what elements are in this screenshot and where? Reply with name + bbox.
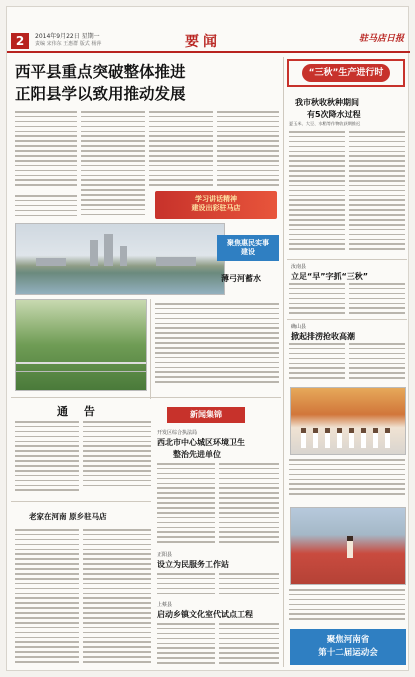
- story-title: 立足“早”字抓“三秋”: [291, 272, 369, 281]
- page-number: 2: [11, 33, 29, 49]
- newspaper-page: [6, 6, 409, 671]
- issue-date: 2014年9月22日 星期一: [35, 33, 100, 40]
- tower-shape: [120, 246, 127, 266]
- body-text-column: [15, 529, 79, 667]
- riverside-park-photo: [15, 299, 147, 391]
- track-race-photo: [290, 507, 406, 585]
- story-title: 老家在河南 原乡驻马店: [29, 512, 107, 521]
- story-title: 西北市中心城区环境卫生: [157, 438, 245, 447]
- body-text-column: [289, 131, 345, 257]
- news-roundup-bar: 新闻集锦: [167, 407, 245, 423]
- story-kicker: 正阳县: [157, 552, 173, 558]
- section-divider: [287, 319, 407, 320]
- headline-line-1: 西平县重点突破整体推进: [15, 63, 186, 81]
- harvest-box: [287, 59, 405, 87]
- notice-text: [83, 421, 151, 491]
- body-text-column: [15, 111, 77, 191]
- body-text-column: [349, 283, 405, 317]
- body-text-column: [157, 573, 215, 597]
- body-text-column: [289, 283, 345, 317]
- story-title: 我市秋收秋种期间: [295, 98, 359, 107]
- photo-caption-text: [155, 303, 279, 387]
- body-text-column: [157, 623, 215, 667]
- column-divider: [283, 57, 284, 667]
- body-text-column: [219, 573, 279, 597]
- page-header: [7, 7, 410, 53]
- photo-caption-title: 薄弓河蓄水: [221, 274, 261, 283]
- notice-title: 通 告: [57, 405, 101, 418]
- body-text-column: [217, 111, 279, 189]
- body-text-column: [15, 195, 77, 219]
- section-divider: [11, 397, 281, 398]
- feature-tag-line-2: 建设: [241, 248, 255, 256]
- story-kicker: 上蔡县: [157, 602, 173, 608]
- story-subtitle: 夏玉米、大豆、水稻等作物收获期推迟: [289, 121, 361, 126]
- games-tag-line-2: 第十二届运动会: [318, 648, 378, 658]
- lead-headline: [15, 61, 280, 105]
- feature-tag-line-1: 聚焦惠民实事: [227, 239, 269, 247]
- games-tag-line-1: 聚焦河南省: [326, 635, 370, 645]
- section-title: 要闻: [185, 34, 221, 50]
- slogan-line-1: 学习讲话精神: [195, 195, 237, 203]
- body-text-column: [219, 623, 279, 667]
- section-divider: [287, 259, 407, 260]
- feature-tag: [217, 235, 279, 261]
- headline-line-2: 正阳县学以致用推动发展: [15, 85, 186, 103]
- story-title-2: 整治先进单位: [173, 450, 221, 459]
- column-divider: [150, 299, 151, 399]
- body-text-column: [157, 463, 215, 547]
- slogan-banner: [155, 191, 277, 219]
- story-title: 设立为民服务工作站: [157, 560, 229, 569]
- body-text-column: [289, 343, 345, 381]
- slogan-line-2: 建设出彩驻马店: [191, 204, 241, 212]
- body-text-column: [219, 463, 279, 547]
- building-shape: [36, 258, 66, 266]
- body-text-column: [149, 111, 213, 189]
- notice-text: [15, 421, 79, 497]
- story-kicker: 开发区综合执法局: [157, 430, 198, 436]
- body-text-column: [83, 529, 151, 667]
- story-title: 启动乡镇文化室代试点工程: [157, 610, 253, 619]
- photo-caption-text: [289, 589, 405, 625]
- section-divider: [11, 501, 151, 502]
- railing-shape: [16, 362, 147, 372]
- award-ceremony-photo: [290, 387, 406, 455]
- paper-name: 驻马店日报: [358, 34, 404, 44]
- harvest-box-title: “三秋”生产进行时: [302, 64, 390, 82]
- story-kicker: 确山县: [291, 324, 307, 330]
- body-text-column: [81, 111, 145, 219]
- story-title-2: 有5次降水过程: [307, 110, 361, 119]
- tower-shape: [104, 234, 113, 266]
- reservoir-city-photo: [15, 223, 225, 295]
- story-title: 掀起排涝抢收高潮: [291, 332, 355, 341]
- runner-shape: [347, 536, 353, 558]
- games-feature-tag: [290, 629, 406, 665]
- body-text-column: [349, 131, 405, 257]
- body-text-column: [349, 343, 405, 381]
- editors-line: 责编 宋伟东 王惠群 版式 杨萍: [35, 41, 102, 47]
- photo-caption-text: [289, 459, 405, 501]
- tower-shape: [90, 240, 98, 266]
- story-kicker: 汝南县: [291, 264, 307, 270]
- building-shape: [156, 257, 196, 266]
